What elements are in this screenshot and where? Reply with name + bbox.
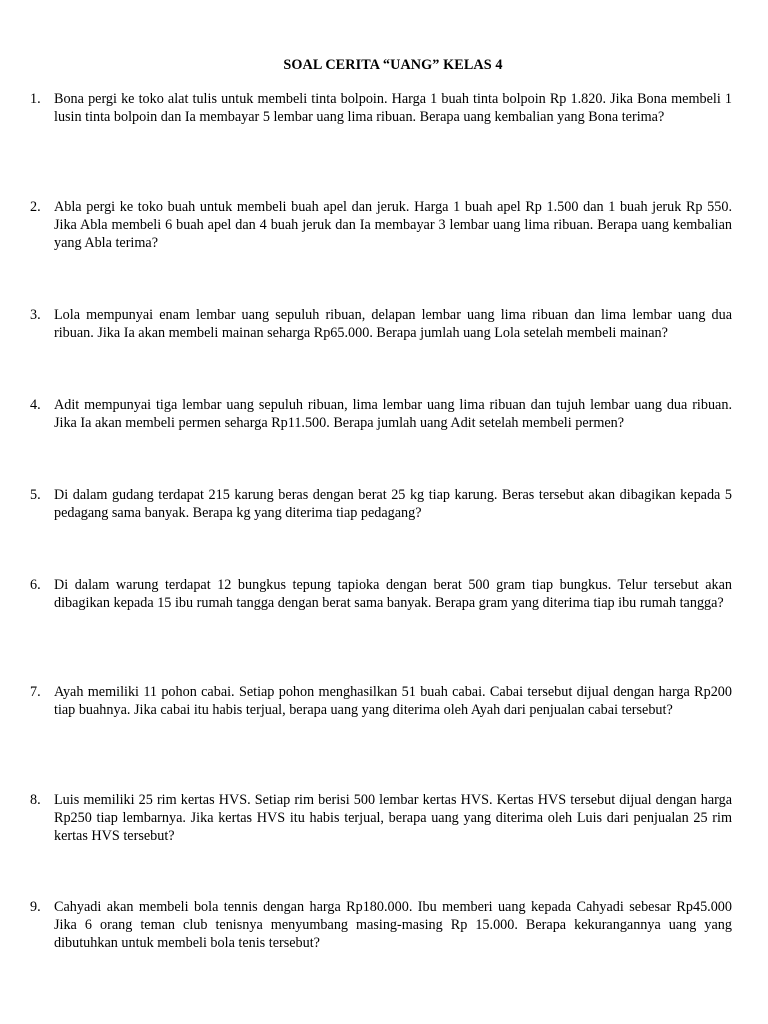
question-text: Luis memiliki 25 rim kertas HVS. Setiap rim berisi 500 lembar kertas HVS. Kertas HVS tersebut dijual dengan harga Rp250 tiap lembarnya. Jika kertas HVS itu habis terjual, berapa uang yang diterima oleh Luis dari penjualan 25 rim kertas HVS tersebut? bbox=[54, 792, 732, 844]
question-item bbox=[30, 898, 732, 952]
question-text: Cahyadi akan membeli bola tennis dengan harga Rp180.000. Ibu memberi uang kepada Cahyadi sebesar Rp45.000 Jika 6 orang teman club tenisnya menyumbang masing-masing Rp 15.000. Berapa kekurangannya uang yang dibutuhkan untuk membeli bola tenis tersebut? bbox=[54, 899, 732, 951]
question-text: Abla pergi ke toko buah untuk membeli buah apel dan jeruk. Harga 1 buah apel Rp 1.500 dan 1 buah jeruk Rp 550. Jika Abla membeli 6 buah apel dan 4 buah jeruk dan Ia membayar 3 lembar uang lima ribuan. Berapa uang kembalian yang Abla terima? bbox=[54, 199, 732, 251]
question-text: Bona pergi ke toko alat tulis untuk membeli tinta bolpoin. Harga 1 buah tinta bolpoin Rp 1.820. Jika Bona membeli 1 lusin tinta bolpoin dan Ia membayar 5 lembar uang lima ribuan. Berapa uang kembalian yang Bona terima? bbox=[54, 91, 732, 125]
question-item bbox=[30, 486, 732, 522]
question-item bbox=[30, 683, 732, 719]
question-item bbox=[30, 306, 732, 342]
question-number: 9. bbox=[30, 899, 41, 915]
question-number: 3. bbox=[30, 307, 41, 323]
question-text: Di dalam gudang terdapat 215 karung beras dengan berat 25 kg tiap karung. Beras tersebut akan dibagikan kepada 5 pedagang sama banyak. Berapa kg yang diterima tiap pedagang? bbox=[54, 487, 732, 521]
question-text: Adit mempunyai tiga lembar uang sepuluh ribuan, lima lembar uang lima ribuan dan tujuh lembar uang dua ribuan. Jika Ia akan membeli permen seharga Rp11.500. Berapa jumlah uang Adit setelah membeli permen? bbox=[54, 397, 732, 431]
question-number: 1. bbox=[30, 91, 41, 107]
document-title: SOAL CERITA “UANG” KELAS 4 bbox=[283, 57, 503, 73]
question-item bbox=[30, 198, 732, 252]
question-text: Ayah memiliki 11 pohon cabai. Setiap pohon menghasilkan 51 buah cabai. Cabai tersebut dijual dengan harga Rp200 tiap buahnya. Jika cabai itu habis terjual, berapa uang yang diterima oleh Ayah dari penjualan cabai tersebut? bbox=[54, 684, 732, 718]
question-number: 7. bbox=[30, 684, 41, 700]
question-text: Di dalam warung terdapat 12 bungkus tepung tapioka dengan berat 500 gram tiap bungkus. Telur tersebut akan dibagikan kepada 15 ibu rumah tangga dengan berat sama banyak. Berapa gram yang diterima tiap ibu rumah tangga? bbox=[54, 577, 732, 611]
question-item bbox=[30, 791, 732, 845]
question-number: 2. bbox=[30, 199, 41, 215]
question-number: 8. bbox=[30, 792, 41, 808]
question-text: Lola mempunyai enam lembar uang sepuluh ribuan, delapan lembar uang lima ribuan dan lima lembar uang dua ribuan. Jika Ia akan membeli mainan seharga Rp65.000. Berapa jumlah uang Lola setelah membeli mainan? bbox=[54, 307, 732, 341]
question-item bbox=[30, 396, 732, 432]
question-number: 5. bbox=[30, 487, 41, 503]
question-item bbox=[30, 576, 732, 612]
question-item bbox=[30, 90, 732, 126]
question-number: 4. bbox=[30, 397, 41, 413]
question-number: 6. bbox=[30, 577, 41, 593]
